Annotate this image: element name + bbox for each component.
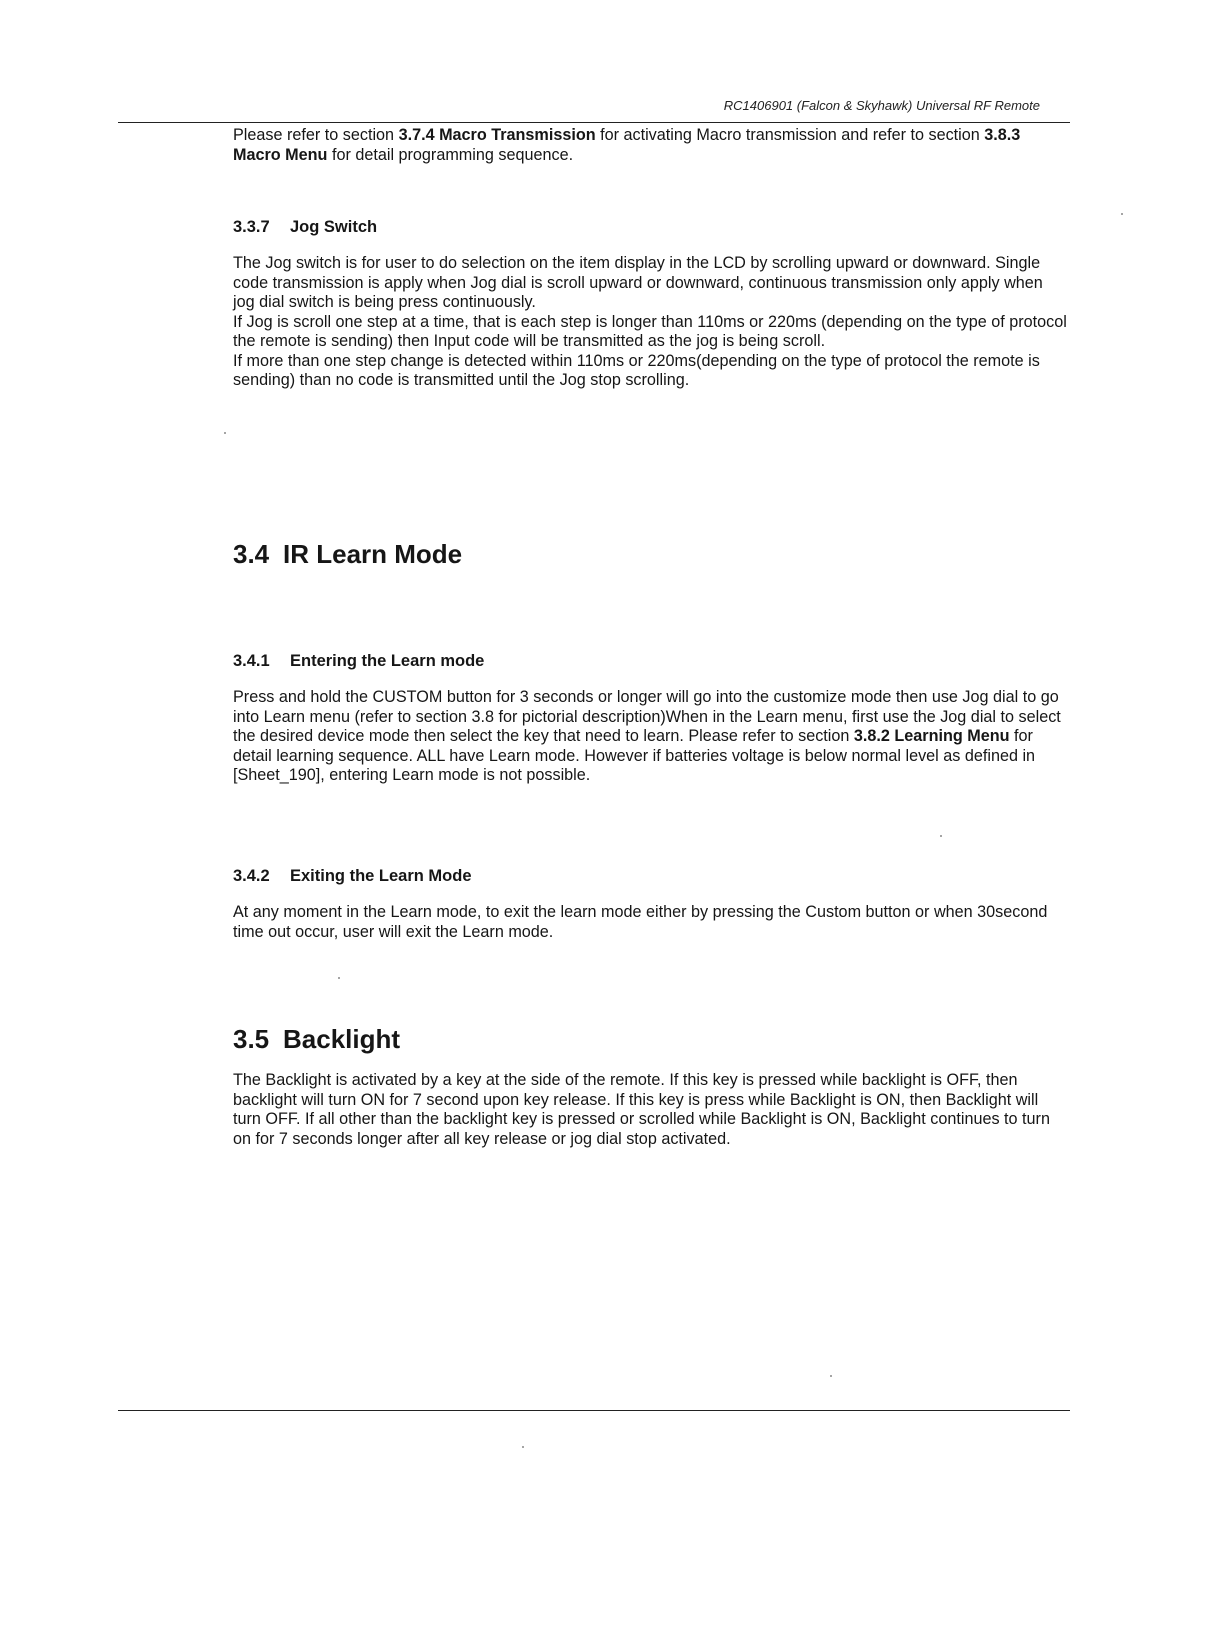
scan-speck bbox=[830, 1375, 832, 1377]
section-3-4-heading: 3.4 IR Learn Mode bbox=[233, 539, 463, 569]
scan-speck bbox=[224, 432, 226, 434]
jog-paragraph-3: If more than one step change is detected within 110ms or 220ms(depending on the type of protocol the remote is sending) than no code is transmitted until the Jog stop scrolling. bbox=[233, 351, 1040, 389]
section-3-4-2-body: At any moment in the Learn mode, to exit the learn mode either by pressing the Custom button or when 30second time out occur, user will exit the Learn mode. bbox=[233, 903, 1048, 941]
section-3-5-heading: 3.5 Backlight bbox=[233, 1024, 401, 1054]
footer-rule bbox=[118, 1410, 1070, 1411]
section-3-3-7-body bbox=[233, 254, 1068, 391]
intro-paragraph: Please refer to section 3.7.4 Macro Transmission for activating Macro transmission and refer to section 3.8.3 Macro Menu for detail programming sequence. bbox=[233, 126, 1021, 164]
running-header: RC1406901 (Falcon & Skyhawk) Universal RF Remote bbox=[723, 98, 1040, 113]
section-3-4-2-heading: 3.4.2 Exiting the Learn Mode bbox=[233, 867, 472, 885]
scan-speck bbox=[940, 835, 942, 837]
jog-paragraph-2: If Jog is scroll one step at a time, that is each step is longer than 110ms or 220ms (depending on the type of protocol the remote is sending) then Input code will be transmitted as the jog is being scroll. bbox=[233, 312, 1067, 350]
jog-paragraph-1: The Jog switch is for user to do selection on the item display in the LCD by scrolling upward or downward. Single code transmission is apply when Jog dial is scroll upward or downward, continuous transmission only apply when jog dial switch is being press continuously. bbox=[233, 254, 1043, 311]
section-3-4-1-heading: 3.4.1 Entering the Learn mode bbox=[233, 652, 485, 670]
section-3-3-7-heading: 3.3.7 Jog Switch bbox=[233, 218, 378, 236]
section-3-4-1-body: Press and hold the CUSTOM button for 3 seconds or longer will go into the customize mode then use Jog dial to go into Learn menu (refer to section 3.8 for pictorial description)When in the Learn menu, first use the Jog dial to select the desired device mode then select the key that need to learn. Please refer to section 3.8.2 Learning Menu for detail learning sequence. ALL have Learn mode. However if batteries voltage is below normal level as defined in [Sheet_190], entering Learn mode is not possible. bbox=[233, 688, 1061, 784]
header-rule bbox=[118, 122, 1070, 123]
scan-speck bbox=[1121, 213, 1123, 215]
scan-speck bbox=[338, 977, 340, 979]
scan-speck bbox=[522, 1446, 524, 1448]
section-3-5-body: The Backlight is activated by a key at the side of the remote. If this key is pressed while backlight is OFF, then backlight will turn ON for 7 second upon key release. If this key is press while Backlight is ON, then Backlight will turn OFF. If all other than the backlight key is pressed or scrolled while Backlight is ON, Backlight continues to turn on for 7 seconds longer after all key release or jog dial stop activated. bbox=[233, 1071, 1050, 1148]
